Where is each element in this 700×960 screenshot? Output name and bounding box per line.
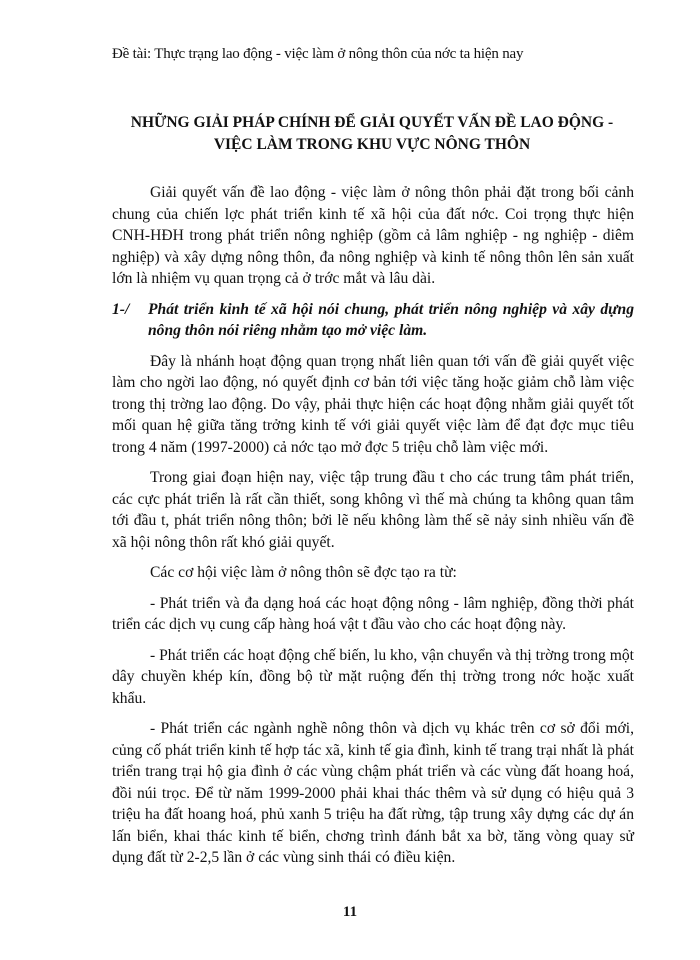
body-text xyxy=(112,182,634,878)
paragraph-3: Các cơ hội việc làm ở nông thôn sẽ đợc tạo ra từ: xyxy=(150,564,457,581)
running-header: Đề tài: Thực trạng lao động - việc làm ở nông thôn của nớc ta hiện nay xyxy=(112,46,524,62)
paragraph-1: Đây là nhánh hoạt động quan trọng nhất liên quan tới vấn đề giải quyết việc làm cho ngời lao động, nó quyết định cơ bản tới việc tăng hoặc giảm chỗ làm việc trong thị trờng lao động. Do vậy, phải thực hiện các hoạt động nhằm giải quyết tốt mối quan hệ giữa tăng trởng kinh tế với giải quyết việc làm để đạt đợc mục tiêu trong 4 năm (1997-2000) cả nớc tạo mở đợc 5 triệu chỗ làm việc mới. xyxy=(112,352,634,456)
list-item-2: - Phát triển các hoạt động chế biến, lu kho, vận chuyển và thị trờng trong một dây chuyền khép kín, đồng bộ từ mặt ruộng đến thị trờng trong nớc hoặc xuất khẩu. xyxy=(112,646,634,707)
list-item-3: - Phát triển các ngành nghề nông thôn và dịch vụ khác trên cơ sở đổi mới, củng cố phát triển kinh tế hợp tác xã, kinh tế gia đình, kinh tế trang trại nhất là phát triển trang trại hộ gia đình ở các vùng chậm phát triển và các vùng đất hoang hoá, đồi núi trọc. Để từ năm 1999-2000 phải khai thác thêm và sử dụng có hiệu quả 3 triệu ha đất hoang hoá, phủ xanh 5 triệu ha đất rừng, tập trung xây dựng các dự án lấn biển, khai thác kinh tế biển, chơng trình đánh bắt xa bờ, tăng vòng quay sử dụng đất từ 2-2,5 lần ở các vùng sinh thái có điều kiện. xyxy=(112,720,634,866)
paragraph-2: Trong giai đoạn hiện nay, việc tập trung đầu t cho các trung tâm phát triển, các cực phát triển là rất cần thiết, song không vì thế mà chúng ta không quan tâm tới đầu t, phát triển nông thôn; bởi lẽ nếu không làm thế sẽ nảy sinh nhiều vấn đề xã hội nông thôn rất khó giải quyết. xyxy=(112,469,634,551)
title-line-2: VIỆC LÀM TRONG KHU VỰC NÔNG THÔN xyxy=(213,136,531,153)
intro-paragraph: Giải quyết vấn đề lao động - việc làm ở nông thôn phải đặt trong bối cảnh chung của chiến lợc phát triển kinh tế xã hội của đất nớc. Coi trọng thực hiện CNH-HĐH trong phát triển nông nghiệp (gồm cả lâm nghiệp - ng nghiệp - diêm nghiệp) và xây dựng nông thôn, đa nông nghiệp và kinh tế nông thôn lên sản xuất lớn là nhiệm vụ quan trọng cả ở trớc mắt và lâu dài. xyxy=(112,184,634,287)
title-line-1: NHỮNG GIẢI PHÁP CHÍNH ĐỂ GIẢI QUYẾT VẤN ĐỀ LAO ĐỘNG - xyxy=(130,114,614,131)
document-title xyxy=(112,112,632,156)
section-heading xyxy=(112,299,634,342)
section-number: 1-/ xyxy=(112,300,130,318)
page-number: 11 xyxy=(342,904,358,920)
section-title: Phát triển kinh tế xã hội nói chung, phát triển nông nghiệp và xây dựng nông thôn nói riêng nhằm tạo mở việc làm. xyxy=(148,300,634,339)
list-item-1: - Phát triển và đa dạng hoá các hoạt động nông - lâm nghiệp, đồng thời phát triển các dịch vụ cung cấp hàng hoá vật t đầu vào cho các hoạt động này. xyxy=(112,594,634,633)
